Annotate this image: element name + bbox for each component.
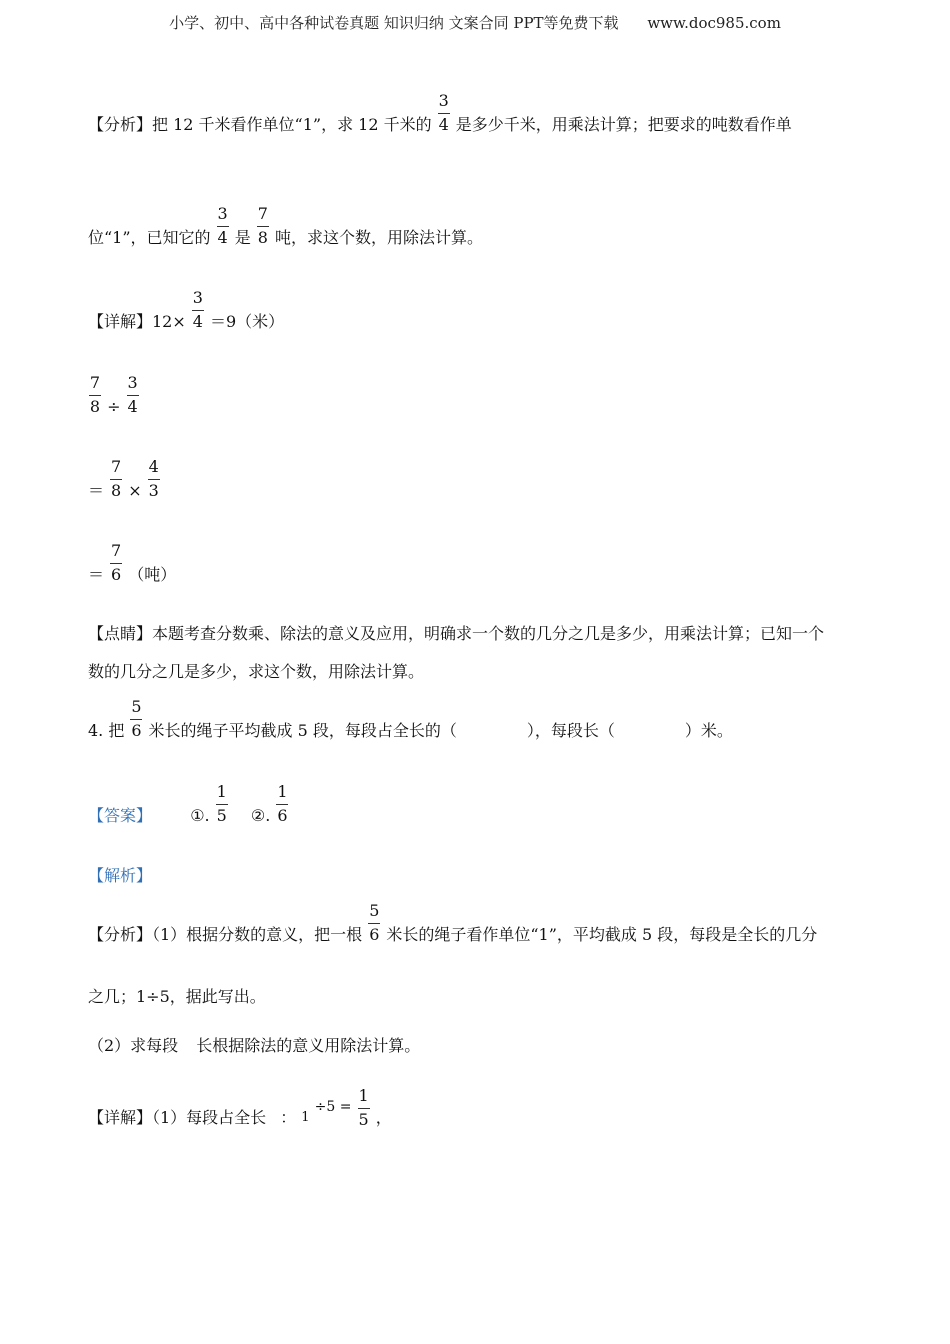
text: ＝ (88, 481, 105, 500)
calc-line-2 (88, 457, 161, 501)
analysis-q4-line-1 (88, 901, 818, 945)
text: 位“1”，已知它的 (88, 228, 211, 247)
fraction: $\frac{3}{4}$ (127, 373, 138, 416)
text: 1 (301, 1110, 310, 1125)
fraction: $\frac{1}{5}$ (358, 1086, 369, 1129)
text: 米长的绳子看作单位“1”，平均截成 5 段，每段是全长的几分 (386, 925, 818, 944)
text: 【分析】（1）根据分数的意义，把一根 (88, 925, 363, 944)
analysis-q4-line-3 (88, 1036, 420, 1056)
fraction: $\frac{5}{6}$ (369, 901, 380, 944)
fraction: $\frac{4}{3}$ (148, 457, 159, 500)
fraction: $\frac{7}{8}$ (89, 373, 101, 416)
fraction: $\frac{3}{4}$ (192, 288, 203, 331)
detail-line-1 (88, 288, 285, 332)
fraction: $\frac{3}{4}$ (217, 204, 228, 247)
text: 【详解】12× (88, 312, 186, 331)
fraction: $\frac{1}{5}$ (216, 782, 227, 825)
text: 吨，求这个数，用除法计算。 (274, 228, 483, 247)
answer-line (88, 782, 289, 826)
jiexi-label: 【解析】 (88, 866, 153, 885)
fraction: $\frac{1}{6}$ (277, 782, 288, 825)
fraction: $\frac{5}{6}$ (131, 697, 142, 740)
text: ），每段长（ (526, 721, 615, 740)
text: ÷5 = (314, 1099, 352, 1115)
detail-q4-line (88, 1086, 392, 1130)
analysis-line-1 (88, 91, 792, 135)
text: 是 (234, 228, 251, 247)
fraction: $\frac{7}{8}$ (111, 457, 122, 500)
analysis-q4-line-2: 之几；1÷5，据此写出。 (88, 987, 266, 1006)
fraction: $\frac{7}{8}$ (257, 204, 268, 247)
text: ＝9（米） (209, 312, 285, 331)
marker: ①. (190, 806, 210, 825)
header-text: 小学、初中、高中各种试卷真题 知识归纳 文案合同 PPT等免费下载 (169, 14, 619, 32)
page-header (0, 12, 950, 33)
calc-line-1 (88, 373, 140, 417)
answer-label: 【答案】 (88, 806, 153, 825)
text: ， (375, 1108, 392, 1127)
operator: ÷ (107, 397, 121, 416)
calc-line-3 (88, 541, 177, 585)
operator: × (128, 481, 142, 500)
remark-line-1: 【点睛】本题考查分数乘、除法的意义及应用，明确求一个数的几分之几是多少，用乘法计算；已知一个 (88, 624, 825, 643)
question-4 (88, 697, 733, 741)
text: 长根据除法的意义用除法计算。 (196, 1036, 421, 1055)
analysis-line-2 (88, 204, 483, 248)
text: 米长的绳子平均截成 5 段，每段占全长的（ (148, 721, 457, 740)
text: 【分析】把 12 千米看作单位“1”，求 12 千米的 (88, 115, 432, 134)
fraction: $\frac{3}{4}$ (438, 91, 449, 134)
text: （吨） (128, 565, 177, 584)
text: ： (280, 1108, 297, 1127)
text: 【详解】（1）每段占全长 (88, 1108, 267, 1127)
text: （2）求每段 (88, 1036, 179, 1055)
marker: ②. (250, 806, 271, 825)
text: 4. 把 (88, 721, 125, 740)
remark-line-2: 数的几分之几是多少，求这个数，用除法计算。 (88, 662, 425, 681)
header-url[interactable]: www.doc985.com (647, 14, 781, 32)
text: ＝ (88, 565, 105, 584)
fraction: $\frac{7}{6}$ (111, 541, 122, 584)
text: ）米。 (684, 721, 733, 740)
text: 是多少千米，用乘法计算；把要求的吨数看作单 (455, 115, 792, 134)
